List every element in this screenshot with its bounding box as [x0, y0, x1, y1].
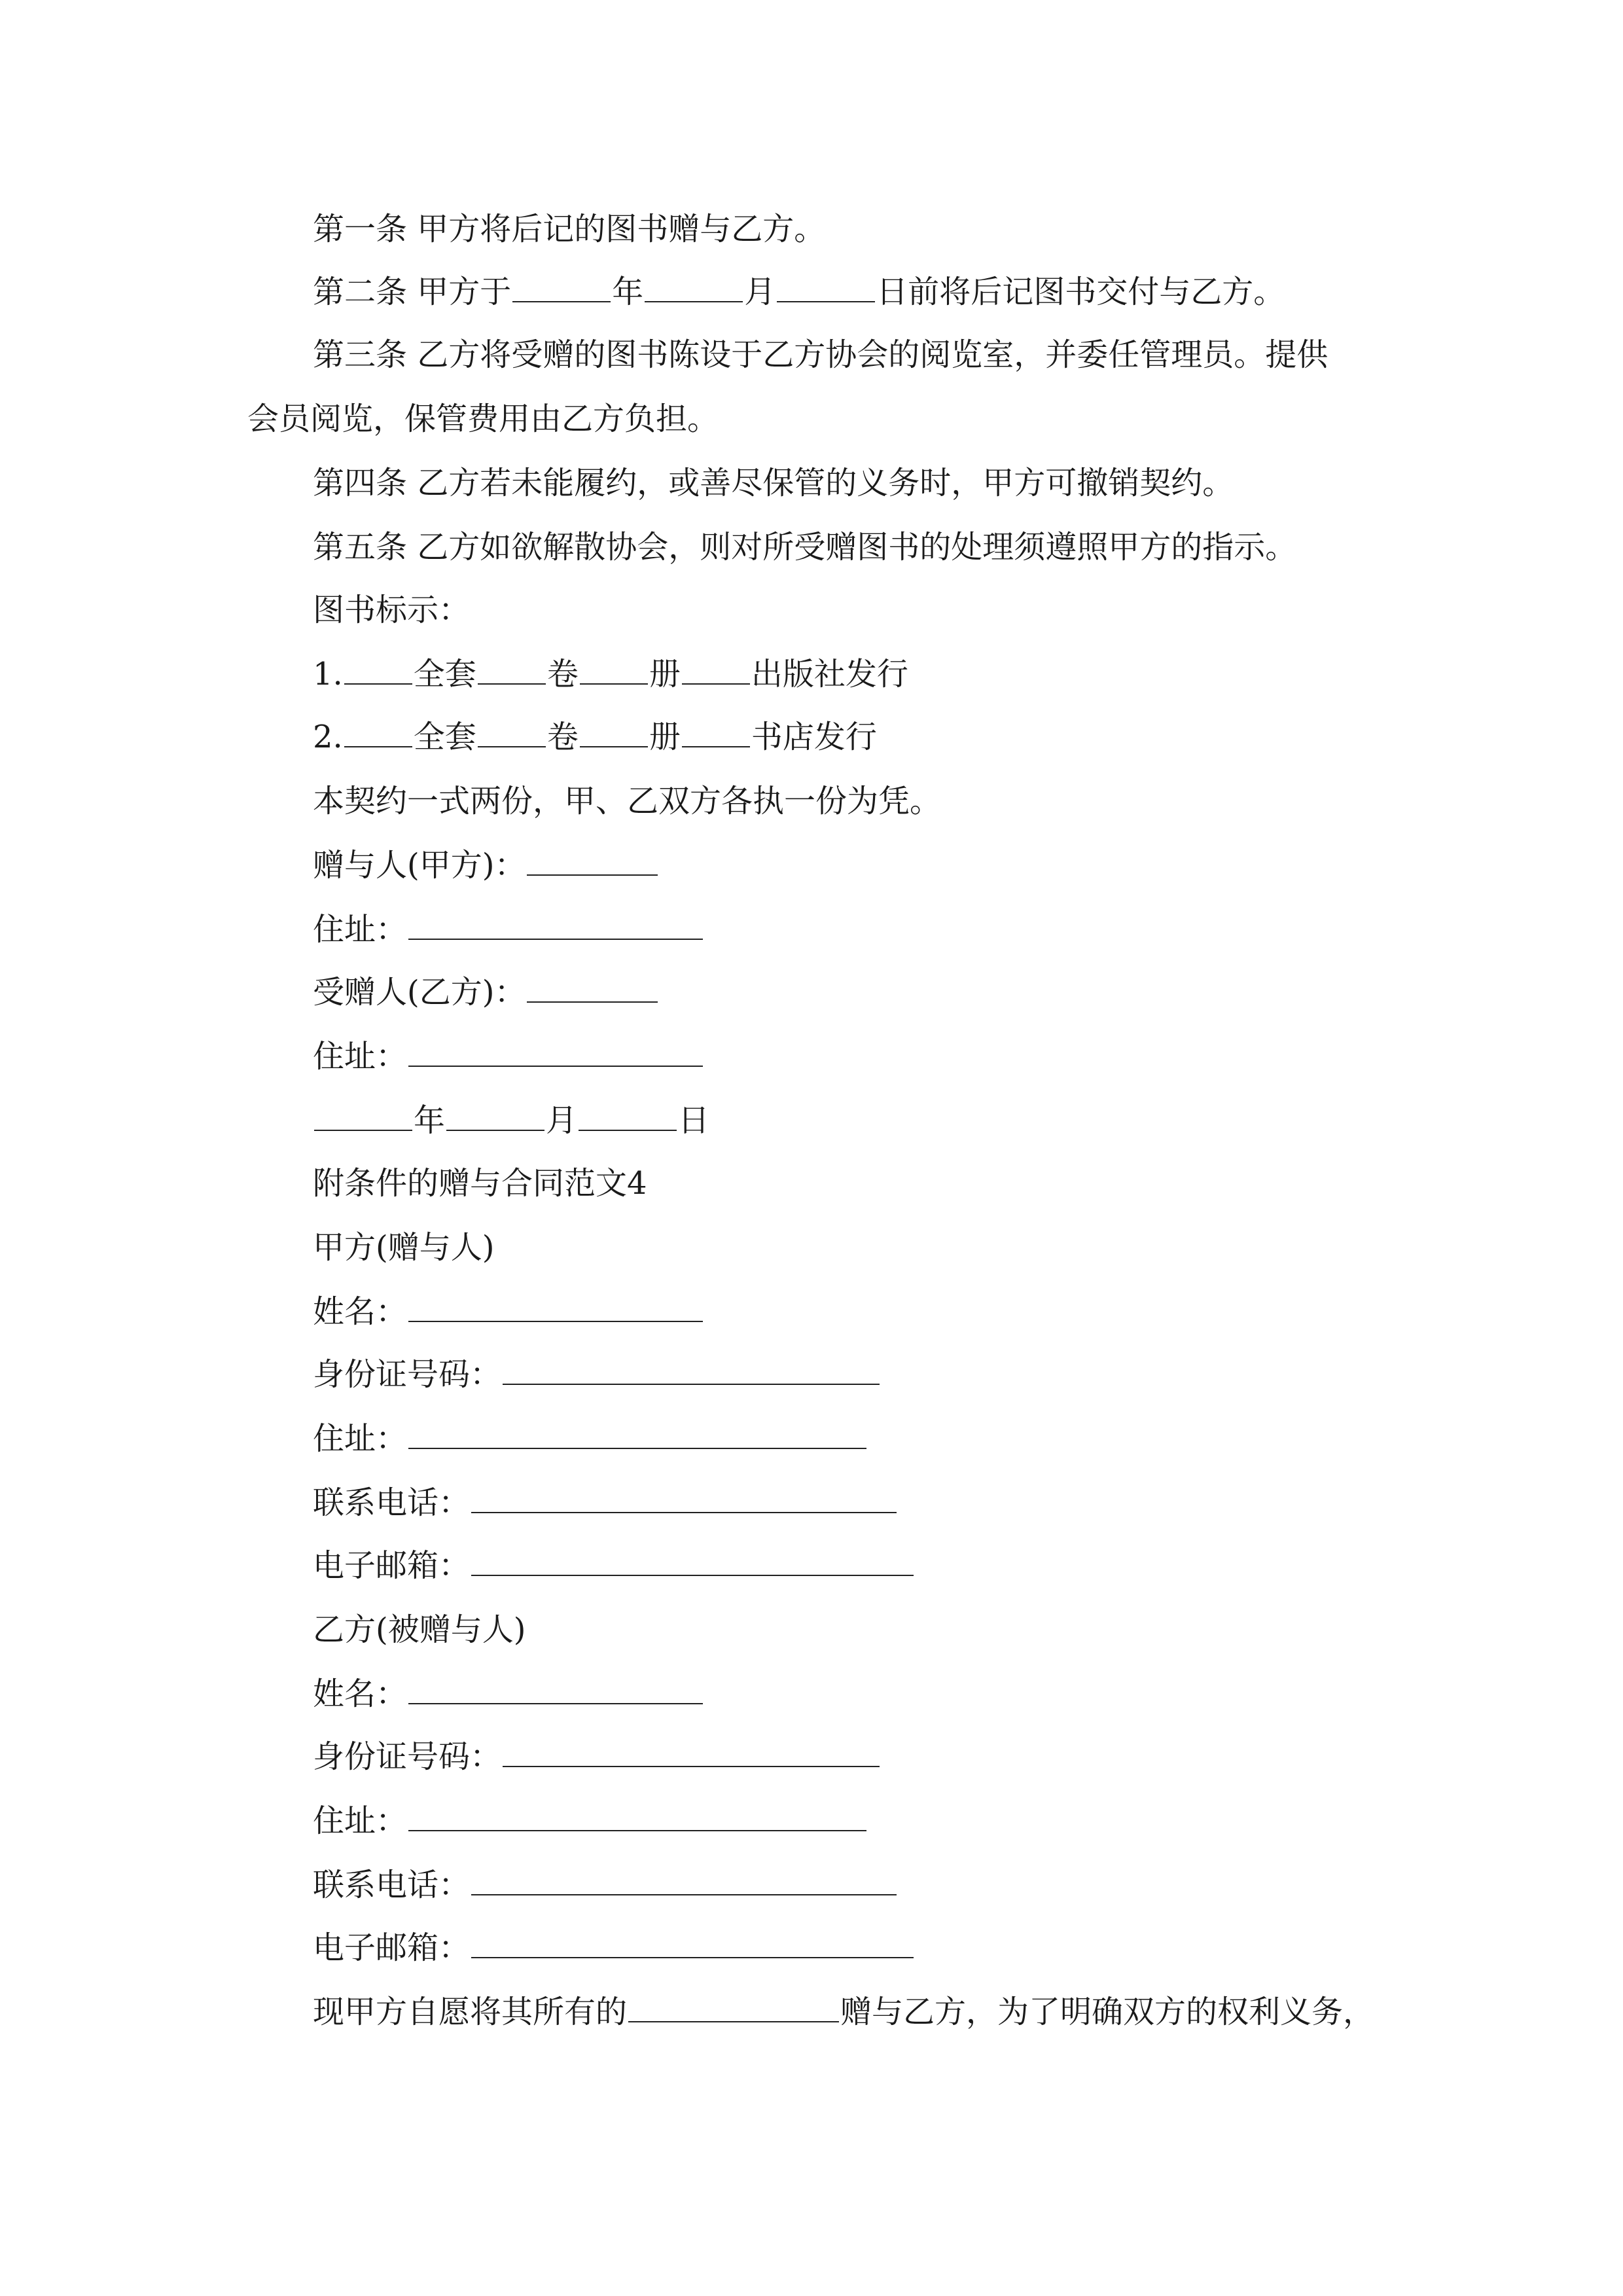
date-year-field[interactable] — [314, 1101, 412, 1131]
donor-address: 住址： — [313, 908, 704, 950]
party-b-email-field[interactable] — [471, 1928, 914, 1958]
donor-address-field[interactable] — [408, 910, 703, 940]
article-4: 第四条 乙方若未能履约，或善尽保管的义务时，甲方可撤销契约。 — [313, 465, 1234, 501]
party-a-address-field[interactable] — [408, 1419, 866, 1449]
donee-signature: 受赠人(乙方)： — [313, 971, 659, 1013]
blank-bookstore-2[interactable] — [682, 717, 750, 747]
party-a-email: 电子邮箱： — [313, 1545, 915, 1587]
gift-intro: 现甲方自愿将其所有的 赠与乙方，为了明确双方的权利义务， — [313, 1994, 1375, 2030]
blank-title-2[interactable] — [344, 717, 412, 747]
party-a-email-field[interactable] — [471, 1546, 914, 1576]
closing-clause: 本契约一式两份，甲、乙双方各执一份为凭。 — [313, 783, 942, 819]
party-a-address: 住址： — [313, 1418, 868, 1460]
party-b-name-field[interactable] — [408, 1674, 703, 1704]
party-a-name: 姓名： — [313, 1291, 704, 1333]
donee-address-field[interactable] — [408, 1037, 703, 1067]
article-1: 第一条 甲方将后记的图书赠与乙方。 — [313, 211, 826, 247]
date-day-field[interactable] — [579, 1101, 677, 1131]
party-b-address: 住址： — [313, 1800, 868, 1842]
donee-address: 住址： — [313, 1035, 704, 1077]
party-b-id-field[interactable] — [503, 1737, 880, 1767]
article-3: 第三条 乙方将受赠的图书陈设于乙方协会的阅览室，并委任管理员。提供 — [313, 336, 1329, 373]
blank-day[interactable] — [777, 272, 875, 302]
party-b-email: 电子邮箱： — [313, 1927, 915, 1969]
blank-publisher-1[interactable] — [682, 655, 750, 685]
party-b-phone-field[interactable] — [471, 1865, 897, 1895]
article-5: 第五条 乙方如欲解散协会，则对所受赠图书的处理须遵照甲方的指示。 — [313, 529, 1297, 565]
blank-volumes-1[interactable] — [580, 655, 648, 685]
blank-sets-1[interactable] — [478, 655, 546, 685]
party-a-id: 身份证号码： — [313, 1354, 881, 1395]
party-a-id-field[interactable] — [503, 1355, 880, 1385]
blank-sets-2[interactable] — [478, 717, 546, 747]
article-2: 第二条 甲方于 年 月 日前将后记图书交付与乙方。 — [313, 274, 1285, 310]
book-item-2: 2. 全套 卷 册 书店发行 — [313, 719, 877, 755]
blank-year[interactable] — [512, 272, 611, 302]
party-a-heading: 甲方(赠与人) — [313, 1229, 495, 1266]
section-title: 附条件的赠与合同范文4 — [313, 1165, 647, 1202]
books-heading: 图书标示： — [313, 592, 471, 628]
blank-title-1[interactable] — [344, 655, 412, 685]
party-a-phone: 联系电话： — [313, 1482, 898, 1524]
blank-volumes-2[interactable] — [580, 717, 648, 747]
party-b-name: 姓名： — [313, 1673, 704, 1715]
party-a-name-field[interactable] — [408, 1292, 703, 1322]
donor-signature: 赠与人(甲方)： — [313, 844, 659, 886]
party-b-phone: 联系电话： — [313, 1864, 898, 1906]
article-3-continued: 会员阅览，保管费用由乙方负担。 — [247, 401, 719, 437]
date-month-field[interactable] — [446, 1101, 544, 1131]
signing-date: 年 月 日 — [313, 1100, 709, 1141]
donor-name-field[interactable] — [527, 846, 658, 876]
book-item-1: 1. 全套 卷 册 出版社发行 — [313, 656, 908, 692]
party-b-heading: 乙方(被赠与人) — [313, 1611, 526, 1648]
blank-month[interactable] — [645, 272, 743, 302]
party-b-address-field[interactable] — [408, 1801, 866, 1831]
donee-name-field[interactable] — [527, 973, 658, 1003]
gift-item-field[interactable] — [628, 1992, 839, 2022]
party-a-phone-field[interactable] — [471, 1483, 897, 1513]
party-b-id: 身份证号码： — [313, 1736, 881, 1778]
